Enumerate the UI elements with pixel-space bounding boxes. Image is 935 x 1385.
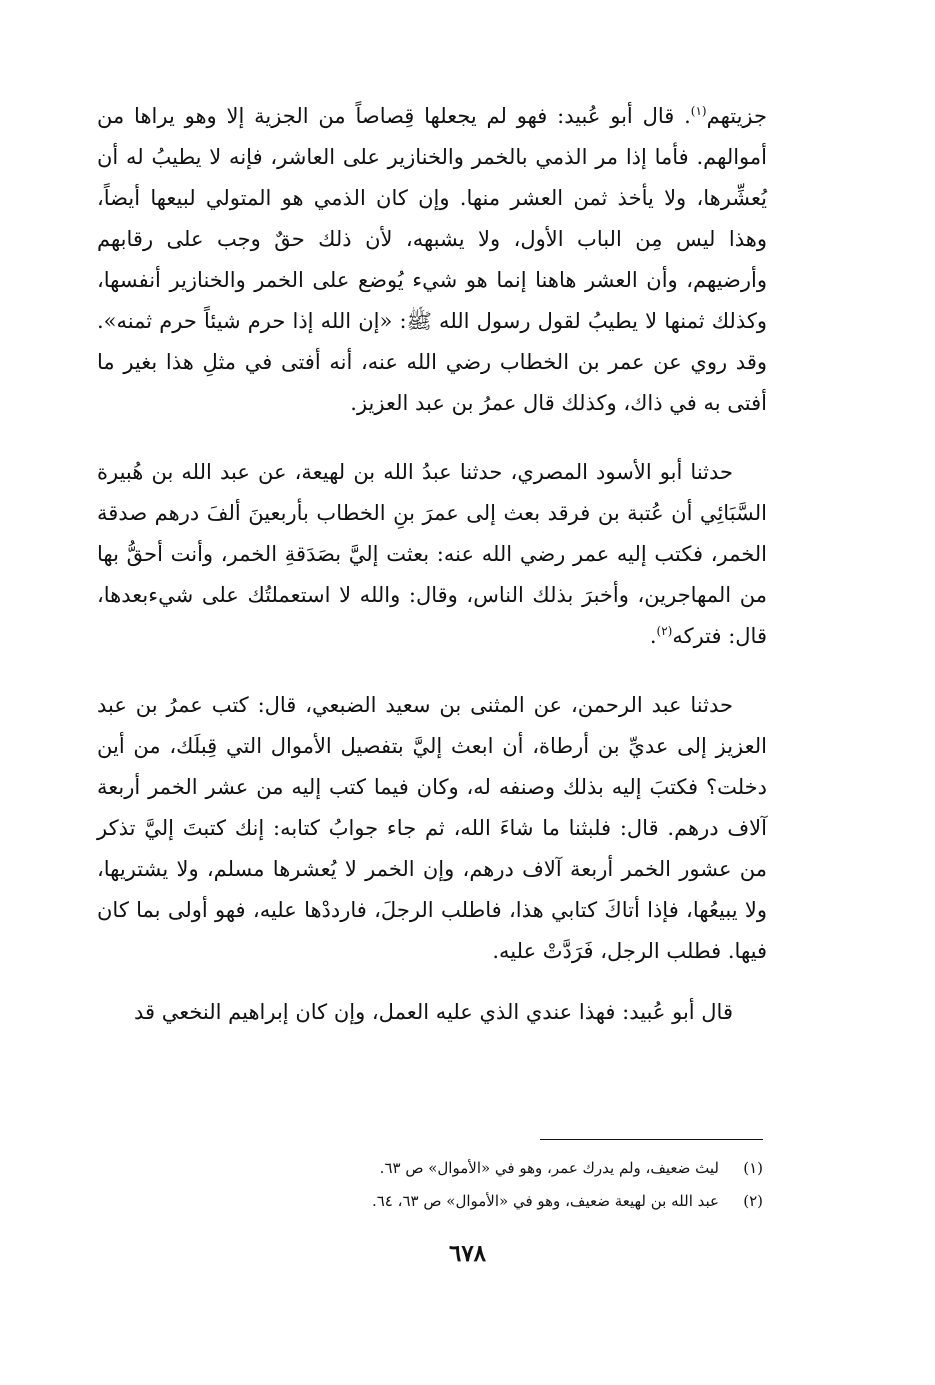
footnotes (97, 1152, 763, 1218)
paragraph-4: قال أبو عُبيد: فهذا عندي الذي عليه العمل، وإن كان إبراهيم النخعي قد (133, 1000, 733, 1024)
footnote-divider (540, 1139, 763, 1140)
paragraph-2-text: حدثنا أبو الأسود المصري، حدثنا عبدُ الله بن لهيعة، عن عبد الله بن هُبيرة السَّبَائِي أن عُتبة بن فرقد بعث إلى عمرَ بنِ الخطاب بأربعينَ ألفَ درهم صدقة الخمر، فكتب إليه عمر رضي الله عنه: بعثت إليَّ بصَدَقةِ الخمر، وأنت أحقُّ بها من المهاجرين، وأخبرَ بذلك الناس، وقال: والله لا استعملتُك على شيءبعدها، قال: فتركه (97, 460, 767, 648)
main-text (97, 96, 767, 1033)
paragraph-2 (97, 452, 767, 657)
footnote-2-number: (٢) (743, 1192, 763, 1210)
footnote-ref-2: (٢) (656, 624, 673, 638)
footnote-2 (97, 1185, 763, 1218)
page-number: ٦٧٨ (448, 1240, 487, 1267)
paragraph-1-start: جزيتهم (706, 104, 767, 128)
paragraph-3: حدثنا عبد الرحمن، عن المثنى بن سعيد الضبعي، قال: كتب عمرُ بن عبد العزيز إلى عديِّ بن أرطاة، أن ابعث إليَّ بتفصيل الأموال التي قِبلَك، من أين دخلت؟ فكتبَ إليه بذلك وصنفه له، وكان فيما كتب إليه من عشر الخمر أربعة آلاف درهم. قال: فلبثنا ما شاءَ الله، ثم جاء جوابُ كتابه: إنك كتبتَ إليَّ تذكر من عشور الخمر أربعة آلاف درهم، وإن الخمر لا يُعشرها مسلم، ولا يشتريها، ولا يبيعُها، فإذا أتاكَ كتابي هذا، فاطلب الرجلَ، فارددْها عليه، فهو أولى بما كان فيها. فطلب الرجل، فَرَدَّتْ عليه. (97, 693, 767, 963)
footnote-2-text: عبد الله بن لهيعة ضعيف، وهو في «الأموال» ص ٦٣، ٦٤. (371, 1192, 719, 1210)
paragraph-1 (97, 96, 767, 424)
footnote-1 (97, 1152, 763, 1185)
paragraph-1-rest: . قال أبو عُبيد: فهو لم يجعلها قِصاصاً من الجزية إلا وهو يراها من أموالهم. فأما إذا مر الذمي بالخمر والخنازير على العاشر، فإنه لا يطيبُ له أن يُعشِّرها، ولا يأخذ ثمن العشر منها. وإن كان الذمي هو المتولي لبيعها أيضاً، وهذا ليس مِن الباب الأول، ولا يشبهه، لأن ذلك حقٌ وجب على رقابهم وأرضيهم، وأن العشر هاهنا إنما هو شيء يُوضع على الخمر والخنازير أنفسها، وكذلك ثمنها لا يطيبُ لقول رسول الله ﷺ: «إن الله إذا حرم شيئاً حرم ثمنه». وقد روي عن عمر بن الخطاب رضي الله عنه، أنه أفتى في مثلِ هذا بغير ما أفتى به في ذاك، وكذلك قال عمرُ بن عبد العزيز. (97, 104, 767, 415)
paragraph-2-end: . (649, 624, 657, 648)
footnote-1-number: (١) (743, 1159, 763, 1177)
footnote-1-text: ليث ضعيف، ولم يدرك عمر، وهو في «الأموال» ص ٦٣. (379, 1159, 719, 1177)
footnote-ref-1: (١) (690, 104, 707, 118)
